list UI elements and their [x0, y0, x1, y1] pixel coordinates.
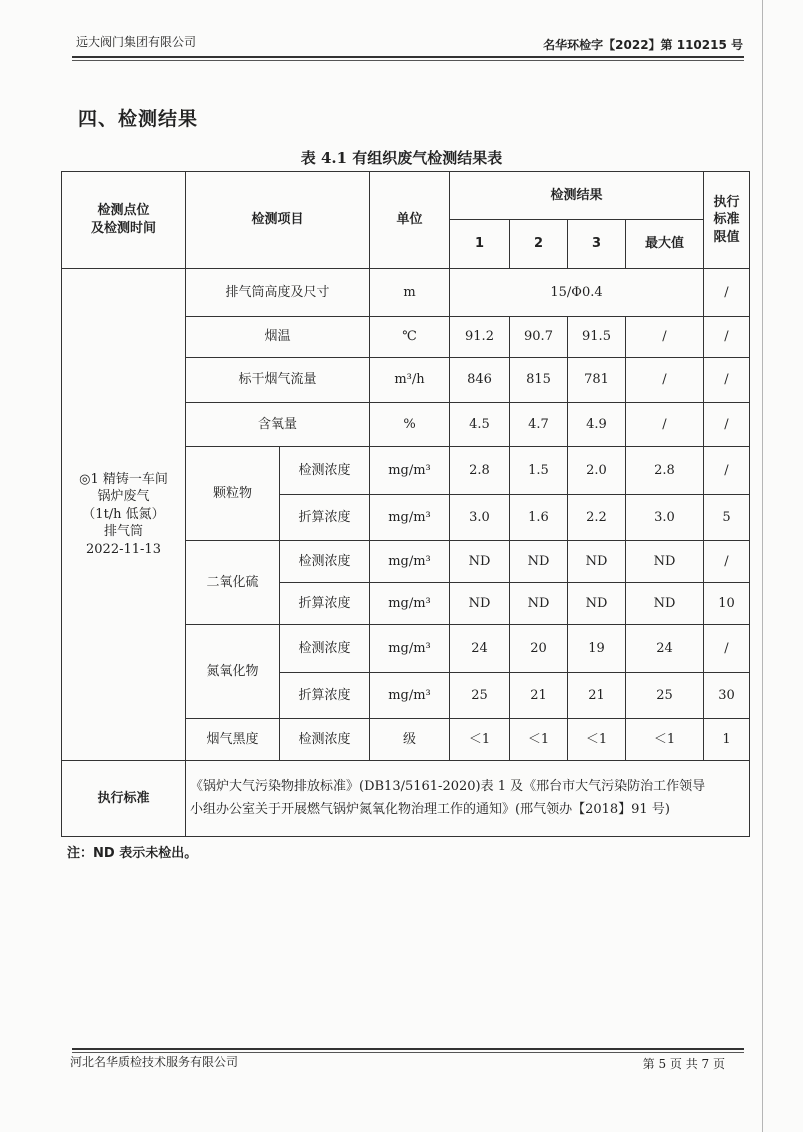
- so2-converted-limit: 10: [704, 583, 750, 625]
- nox-measured-v1: 24: [450, 625, 510, 673]
- so2-measured-label: 检测浓度: [280, 541, 370, 583]
- oxygen-limit: /: [704, 403, 750, 447]
- pm-converted-v3: 2.2: [568, 495, 626, 541]
- nox-measured-limit: /: [704, 625, 750, 673]
- pm-converted-max: 3.0: [626, 495, 704, 541]
- smoke-name: 烟气黑度: [186, 719, 280, 761]
- header-point-line1: 检测点位: [97, 203, 150, 219]
- standard-text: [186, 761, 750, 837]
- nox-measured-v2: 20: [510, 625, 568, 673]
- point-line4: 排气筒: [103, 524, 143, 540]
- pm-converted-limit: 5: [704, 495, 750, 541]
- header-limit-line3: 限值: [713, 229, 740, 245]
- value-stack: 15/Φ0.4: [450, 269, 704, 317]
- nox-converted-v1: 25: [450, 673, 510, 719]
- footer-page-number: 第 5 页 共 7 页: [642, 1057, 725, 1071]
- standard-line2: 小组办公室关于开展燃气锅炉氮氧化物治理工作的通知》(邢气领办【2018】91 号): [190, 801, 670, 817]
- nox-converted-max: 25: [626, 673, 704, 719]
- so2-measured-v1: ND: [450, 541, 510, 583]
- temp-v1: 91.2: [450, 317, 510, 358]
- so2-measured-limit: /: [704, 541, 750, 583]
- item-flow: 标干烟气流量: [186, 358, 370, 403]
- pm-measured-v1: 2.8: [450, 447, 510, 495]
- unit-stack: m: [370, 269, 450, 317]
- header-col-2: 2: [510, 220, 568, 269]
- header-limit-line1: 执行: [713, 194, 740, 210]
- so2-measured-v2: ND: [510, 541, 568, 583]
- header-limit-cell: [704, 172, 750, 269]
- pm-converted-v2: 1.6: [510, 495, 568, 541]
- smoke-v2: ＜1: [510, 719, 568, 761]
- nox-name: 氮氧化物: [186, 625, 280, 719]
- footer-rule: [72, 1048, 744, 1050]
- nox-measured-unit: mg/m³: [370, 625, 450, 673]
- limit-stack: /: [704, 269, 750, 317]
- flow-v2: 815: [510, 358, 568, 403]
- header-point-line2: 及检测时间: [90, 221, 156, 236]
- header-report-number: 名华环检字【2022】第 110215 号: [543, 38, 743, 52]
- smoke-v3: ＜1: [568, 719, 626, 761]
- pm-converted-unit: mg/m³: [370, 495, 450, 541]
- smoke-v1: ＜1: [450, 719, 510, 761]
- point-line3: （1t/h 低氮）: [82, 506, 165, 522]
- pm-name: 颗粒物: [186, 447, 280, 541]
- so2-converted-v1: ND: [450, 583, 510, 625]
- point-line5: 2022-11-13: [86, 541, 161, 557]
- pm-measured-unit: mg/m³: [370, 447, 450, 495]
- smoke-limit: 1: [704, 719, 750, 761]
- so2-converted-v3: ND: [568, 583, 626, 625]
- standard-label: 执行标准: [62, 761, 186, 837]
- so2-measured-max: ND: [626, 541, 704, 583]
- so2-measured-unit: mg/m³: [370, 541, 450, 583]
- unit-temp: ℃: [370, 317, 450, 358]
- header-unit: 单位: [370, 172, 450, 269]
- point-line1: ◎1 精铸一车间: [79, 471, 168, 487]
- temp-v2: 90.7: [510, 317, 568, 358]
- so2-converted-max: ND: [626, 583, 704, 625]
- nox-measured-max: 24: [626, 625, 704, 673]
- pm-converted-v1: 3.0: [450, 495, 510, 541]
- nox-converted-v2: 21: [510, 673, 568, 719]
- pm-measured-v3: 2.0: [568, 447, 626, 495]
- detection-point-cell: [62, 269, 186, 761]
- flow-limit: /: [704, 358, 750, 403]
- nox-measured-v3: 19: [568, 625, 626, 673]
- nox-converted-unit: mg/m³: [370, 673, 450, 719]
- temp-max: /: [626, 317, 704, 358]
- smoke-unit: 级: [370, 719, 450, 761]
- flow-max: /: [626, 358, 704, 403]
- so2-converted-unit: mg/m³: [370, 583, 450, 625]
- so2-measured-v3: ND: [568, 541, 626, 583]
- pm-measured-label: 检测浓度: [280, 447, 370, 495]
- nox-converted-v3: 21: [568, 673, 626, 719]
- temp-v3: 91.5: [568, 317, 626, 358]
- unit-oxygen: %: [370, 403, 450, 447]
- table-note: 注：ND 表示未检出。: [67, 846, 198, 861]
- oxygen-v3: 4.9: [568, 403, 626, 447]
- nox-converted-limit: 30: [704, 673, 750, 719]
- unit-flow: m³/h: [370, 358, 450, 403]
- header-col-max: 最大值: [626, 220, 704, 269]
- pm-measured-limit: /: [704, 447, 750, 495]
- header-rule-thin: [72, 60, 744, 61]
- results-table: [61, 171, 750, 837]
- oxygen-v2: 4.7: [510, 403, 568, 447]
- table-row-standard: [62, 761, 750, 837]
- table-header-row: [62, 172, 750, 220]
- header-result: 检测结果: [450, 172, 704, 220]
- oxygen-v1: 4.5: [450, 403, 510, 447]
- oxygen-max: /: [626, 403, 704, 447]
- smoke-max: ＜1: [626, 719, 704, 761]
- smoke-label: 检测浓度: [280, 719, 370, 761]
- pm-measured-max: 2.8: [626, 447, 704, 495]
- item-temp: 烟温: [186, 317, 370, 358]
- header-item: 检测项目: [186, 172, 370, 269]
- pm-converted-label: 折算浓度: [280, 495, 370, 541]
- nox-converted-label: 折算浓度: [280, 673, 370, 719]
- nox-measured-label: 检测浓度: [280, 625, 370, 673]
- header-col-1: 1: [450, 220, 510, 269]
- table-row-stack: [62, 269, 750, 317]
- flow-v3: 781: [568, 358, 626, 403]
- pm-measured-v2: 1.5: [510, 447, 568, 495]
- header-rule: [72, 56, 744, 58]
- temp-limit: /: [704, 317, 750, 358]
- header-col-3: 3: [568, 220, 626, 269]
- so2-name: 二氧化硫: [186, 541, 280, 625]
- footer-company: 河北名华质检技术服务有限公司: [70, 1055, 239, 1069]
- header-limit-line2: 标准: [713, 212, 740, 228]
- table-title: 表 4.1 有组织废气检测结果表: [300, 149, 503, 167]
- page-edge-line: [762, 0, 763, 1132]
- standard-line1: 《锅炉大气污染物排放标准》(DB13/5161-2020)表 1 及《邢台市大气污染防治工作领导: [190, 778, 706, 794]
- header-company: 远大阀门集团有限公司: [76, 35, 197, 49]
- item-stack: 排气筒高度及尺寸: [186, 269, 370, 317]
- flow-v1: 846: [450, 358, 510, 403]
- header-point-cell: [62, 172, 186, 269]
- so2-converted-v2: ND: [510, 583, 568, 625]
- point-line2: 锅炉废气: [97, 489, 150, 505]
- so2-converted-label: 折算浓度: [280, 583, 370, 625]
- item-oxygen: 含氧量: [186, 403, 370, 447]
- section-title: 四、检测结果: [78, 108, 199, 130]
